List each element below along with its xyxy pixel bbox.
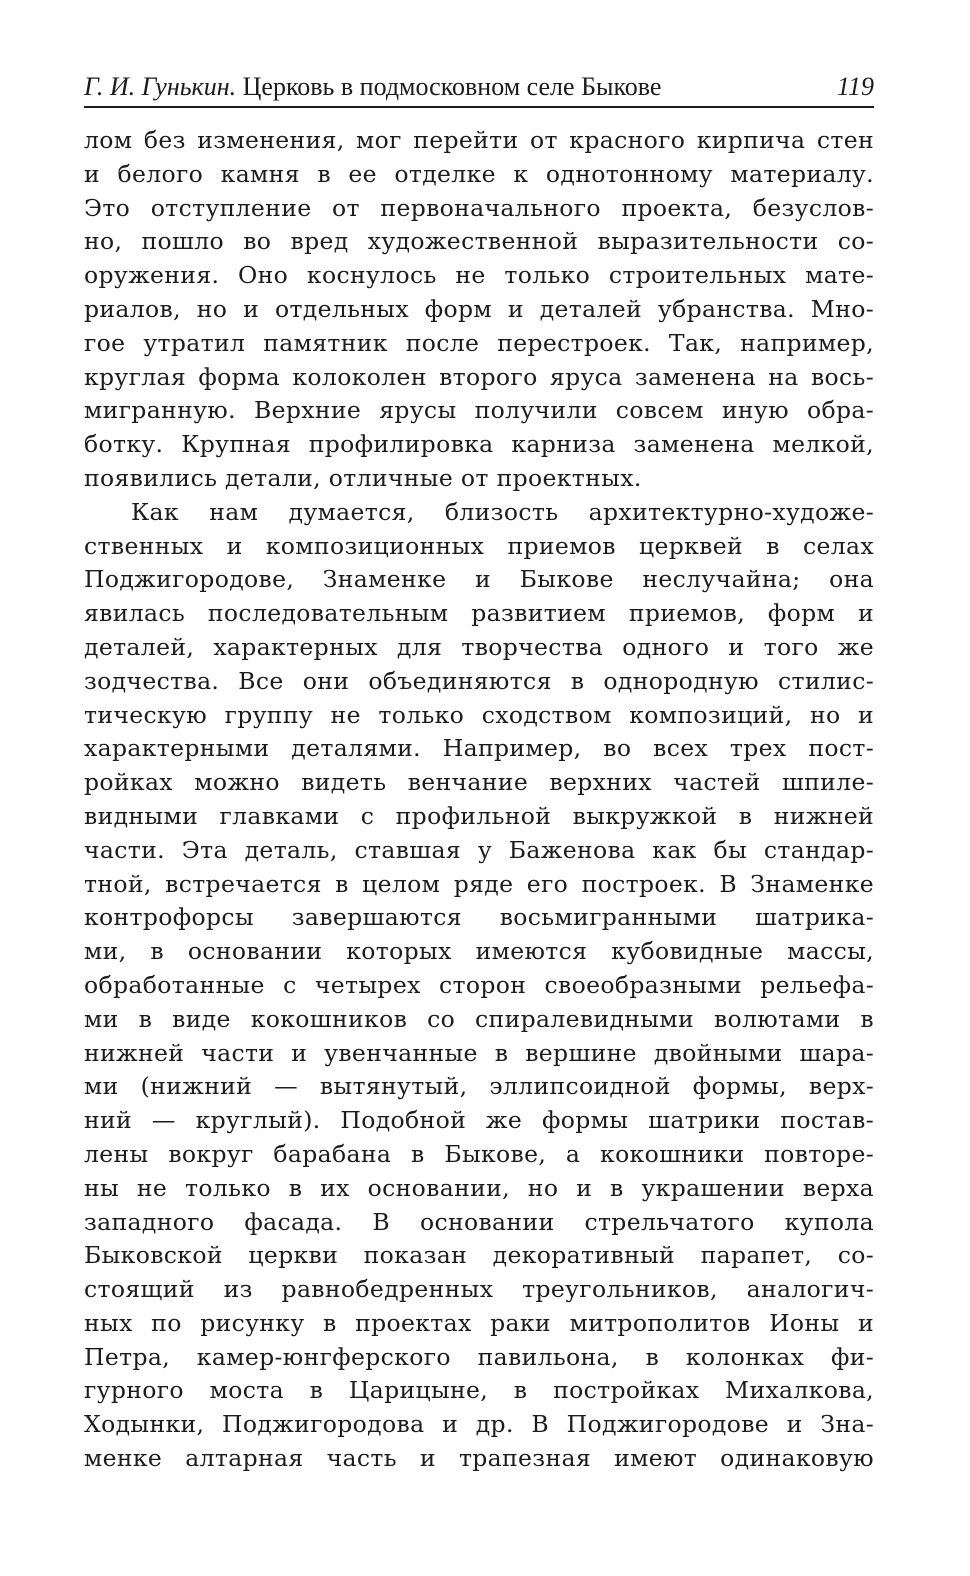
header-title: Церковь в подмосковном селе Быкове [242, 72, 662, 101]
text-line: круглая форма колоколен второго яруса заменена на вось- [84, 362, 874, 391]
text-line: менке алтарная часть и трапезная имеют одинаковую [84, 1444, 874, 1473]
text-line: нижней части и увенчанные в вершине двойными шара- [84, 1038, 874, 1067]
text-line: Это отступление от первоначального проекта, безуслов- [84, 193, 874, 222]
text-line: Как нам думается, близость архитектурно-художе- [131, 497, 874, 526]
text-line: характерными деталями. Например, во всех трех пост- [84, 734, 874, 763]
text-line: гурного моста в Царицыне, в постройках Михалкова, [84, 1376, 874, 1405]
text-line: Ходынки, Поджигородова и др. В Поджигородове и Зна- [84, 1410, 874, 1439]
text-line: Поджигородове, Знаменке и Быкове неслучайна; она [84, 565, 874, 594]
text-line: гое утратил памятник после перестроек. Так, например, [84, 328, 874, 357]
text-line: ных по рисунку в проектах раки митрополитов Ионы и [84, 1308, 874, 1337]
text-line: деталей, характерных для творчества одного и того же [84, 632, 874, 661]
text-line: западного фасада. В основании стрельчатого купола [84, 1207, 874, 1236]
text-line: ственных и композиционных приемов церквей в селах [84, 531, 874, 560]
text-line: и белого камня в ее отделке к однотонному материалу. [84, 159, 874, 188]
paragraph-1 [84, 124, 874, 496]
running-header [84, 70, 874, 108]
text-line: зодчества. Все они объединяются в однородную стилис- [84, 666, 874, 695]
text-line: но, пошло во вред художественной выразительности со- [84, 227, 874, 256]
text-line: ройках можно видеть венчание верхних частей шпиле- [84, 768, 874, 797]
text-line: ми, в основании которых имеются кубовидные массы, [84, 937, 874, 966]
text-line: тной, встречается в целом ряде его построек. В Знаменке [84, 869, 874, 898]
text-line: Быковской церкви показан декоративный парапет, со- [84, 1241, 874, 1270]
text-line: мигранную. Верхние ярусы получили совсем иную обра- [84, 396, 874, 425]
text-line: части. Эта деталь, ставшая у Баженова как бы стандар- [84, 835, 874, 864]
text-line: ны не только в их основании, но и в украшении верха [84, 1173, 874, 1202]
text-line: обработанные с четырех сторон своеобразными рельефа- [84, 970, 874, 999]
text-line: ми в виде кокошников со спиралевидными волютами в [84, 1004, 874, 1033]
text-line: Петра, камер-юнгферского павильона, в колонках фи- [84, 1342, 874, 1371]
text-line: ми (нижний — вытянутый, эллипсоидной формы, верх- [84, 1072, 874, 1101]
paragraph-2 [84, 496, 874, 1476]
text-line: ний — круглый). Подобной же формы шатрики постав- [84, 1106, 874, 1135]
text-line: тическую группу не только сходством композиций, но и [84, 700, 874, 729]
text-line: риалов, но и отдельных форм и деталей убранства. Мно- [84, 294, 874, 323]
text-line: лены вокруг барабана в Быкове, а кокошники повторе- [84, 1139, 874, 1168]
page-number: 119 [836, 72, 874, 101]
text-line: оружения. Оно коснулось не только строительных мате- [84, 261, 874, 290]
text-line: лом без изменения, мог перейти от красного кирпича стен [84, 126, 874, 154]
text-line: появились детали, отличные от проектных. [84, 463, 642, 492]
text-line: контрофорсы завершаются восьмигранными шатрика- [84, 903, 874, 932]
text-line: видными главками с профильной выкружкой в нижней [84, 801, 874, 830]
text-line: стоящий из равнобедренных треугольников, аналогич- [84, 1275, 874, 1304]
text-line: явилась последовательным развитием приемов, форм и [84, 599, 874, 628]
text-line: ботку. Крупная профилировка карниза заменена мелкой, [84, 430, 874, 459]
header-author: Г. И. Гунькин. [84, 72, 237, 101]
body-text [84, 124, 874, 1476]
